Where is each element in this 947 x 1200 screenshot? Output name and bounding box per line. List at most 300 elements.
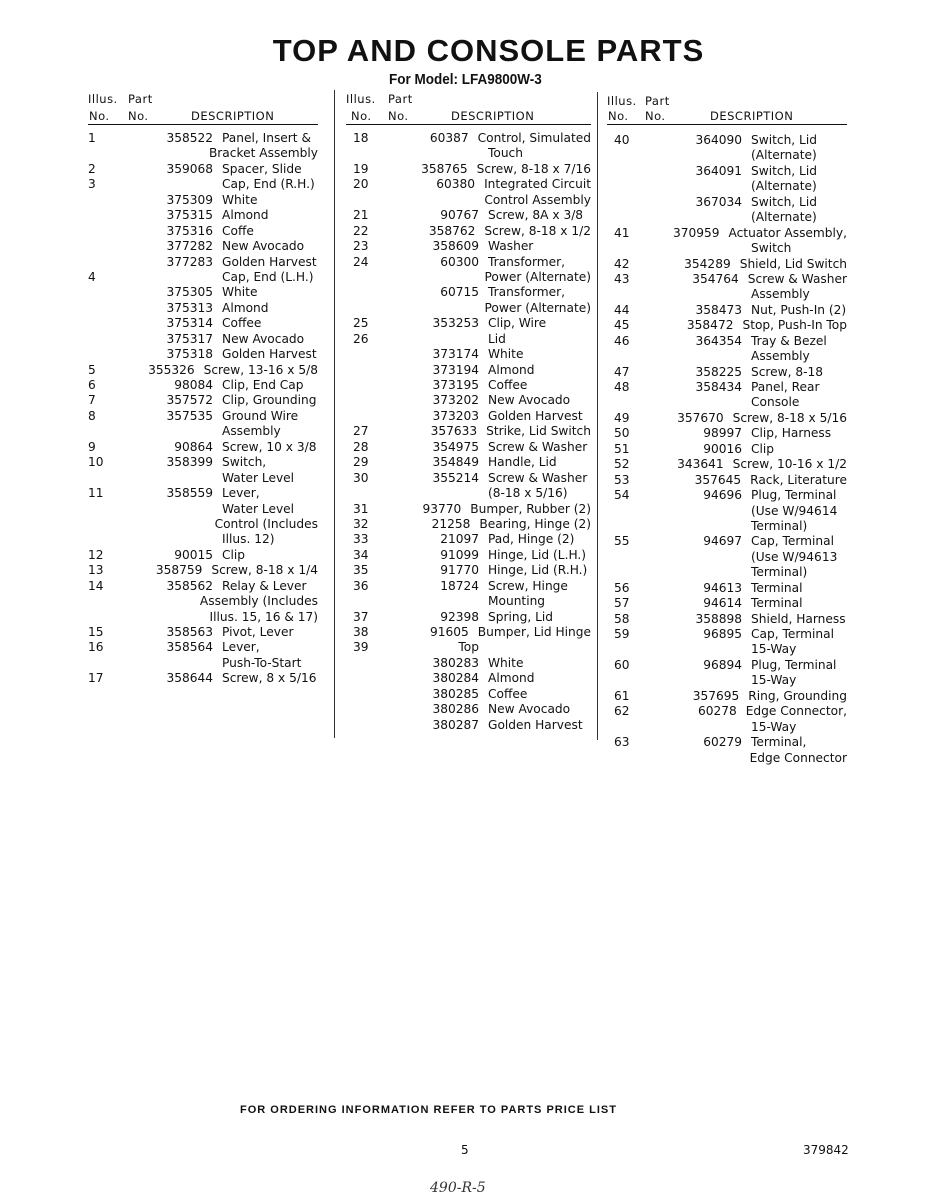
header-description: DESCRIPTION <box>451 109 535 123</box>
part-number <box>382 486 479 501</box>
illus-number: 49 <box>614 410 630 425</box>
illus-number <box>346 193 381 208</box>
parts-row <box>88 594 318 609</box>
illus-number: 27 <box>353 424 369 439</box>
illus-number <box>607 349 643 364</box>
document-number: 379842 <box>803 1143 849 1157</box>
header-illus-no: No. <box>351 109 372 123</box>
part-number: 358473 <box>695 302 742 317</box>
illus-number: 17 <box>88 671 104 686</box>
part-description: Lever, <box>222 640 260 655</box>
parts-row <box>346 378 591 393</box>
parts-row <box>346 332 591 347</box>
parts-row <box>88 640 318 655</box>
part-description: New Avocado <box>488 702 571 717</box>
part-number: 373174 <box>432 347 479 362</box>
part-description: Screw, 8-18 x 1/4 <box>211 563 318 578</box>
parts-row <box>607 303 847 318</box>
parts-column-1 <box>88 90 318 687</box>
part-number <box>381 270 475 285</box>
part-description: Bumper, Rubber (2) <box>470 501 591 516</box>
part-number <box>381 301 475 316</box>
part-number <box>122 517 206 532</box>
header-description: DESCRIPTION <box>191 109 275 123</box>
parts-row <box>607 735 847 750</box>
parts-row <box>607 133 847 148</box>
illus-number: 50 <box>614 426 630 441</box>
part-description: Lever, <box>222 486 260 501</box>
parts-row <box>607 720 847 735</box>
parts-row <box>88 255 318 270</box>
part-number <box>120 610 200 625</box>
part-description: Assembly (Includes <box>199 594 318 609</box>
parts-row <box>607 411 847 426</box>
part-description: (Alternate) <box>751 210 817 225</box>
illus-number: 58 <box>614 611 630 626</box>
parts-row <box>88 471 318 486</box>
part-description: Bumper, Lid Hinge <box>477 625 591 639</box>
illus-number <box>88 656 124 671</box>
part-description: (Alternate) <box>751 148 817 163</box>
illus-number <box>346 285 382 300</box>
parts-row <box>346 224 591 239</box>
parts-row <box>607 334 847 349</box>
part-number: 90767 <box>440 208 479 223</box>
part-description: Control, Simulated <box>477 131 591 145</box>
part-number <box>643 550 742 565</box>
part-description: Screw, Hinge <box>488 578 568 593</box>
part-description: Ground Wire <box>222 408 299 423</box>
part-number: 364091 <box>695 163 742 178</box>
parts-row <box>346 270 591 285</box>
part-description: Switch, Lid <box>751 163 817 178</box>
illus-number <box>607 179 643 194</box>
part-number: 96895 <box>703 627 742 641</box>
part-number: 91099 <box>440 547 479 562</box>
part-number <box>382 332 479 347</box>
part-description: Water Level <box>222 470 295 485</box>
parts-row <box>607 426 847 441</box>
parts-row <box>607 642 847 657</box>
illus-number: 54 <box>614 488 630 503</box>
part-number <box>382 146 479 161</box>
part-number: 380283 <box>432 655 479 670</box>
part-description: Terminal <box>751 580 803 595</box>
illus-number <box>88 471 124 486</box>
illus-number <box>88 517 122 532</box>
part-description: Screw, 13-16 x 5/8 <box>203 362 318 377</box>
parts-row <box>346 502 591 517</box>
header-illus: Illus. <box>88 92 118 106</box>
part-number: 364354 <box>695 333 742 348</box>
part-description: (Use W/94614 <box>751 503 838 518</box>
illus-number: 31 <box>353 501 369 516</box>
illus-number: 61 <box>614 688 630 703</box>
part-number: 91605 <box>429 625 469 639</box>
illus-number: 32 <box>353 516 369 531</box>
parts-row <box>607 704 847 719</box>
part-description: Assembly <box>751 349 810 364</box>
part-number: 18724 <box>440 578 479 593</box>
model-subtitle: For Model: LFA9800W-3 <box>389 71 542 88</box>
parts-row <box>88 440 318 455</box>
parts-row <box>346 687 591 702</box>
part-number: 380285 <box>432 686 479 701</box>
page-number: 5 <box>461 1143 469 1157</box>
illus-number <box>346 671 382 686</box>
part-number: 364090 <box>695 133 742 147</box>
part-description: Screw, 8 x 5/16 <box>222 671 317 686</box>
illus-number <box>346 656 382 671</box>
parts-row <box>88 131 318 146</box>
parts-row <box>346 146 591 161</box>
part-description: Cap, End (R.H.) <box>222 177 315 192</box>
part-number: 358644 <box>166 671 213 686</box>
part-description: Spring, Lid <box>488 609 553 624</box>
illus-number <box>607 751 643 766</box>
illus-number <box>88 255 124 270</box>
part-number: 343641 <box>677 457 724 472</box>
parts-row <box>607 365 847 380</box>
parts-row <box>346 455 591 470</box>
header-part: Part <box>128 92 153 106</box>
parts-row <box>346 625 591 640</box>
parts-row <box>346 702 591 717</box>
part-description: Touch <box>488 146 523 161</box>
illus-number: 5 <box>88 362 96 377</box>
parts-row <box>346 640 591 655</box>
column-header <box>346 90 591 126</box>
part-description: New Avocado <box>222 239 305 254</box>
illus-number <box>88 502 124 517</box>
part-number: 357670 <box>677 410 724 425</box>
parts-column-2 <box>346 90 591 733</box>
parts-list <box>88 126 318 687</box>
illus-number <box>346 393 382 408</box>
parts-row <box>88 656 318 671</box>
parts-row <box>88 378 318 393</box>
part-description: Tray & Bezel <box>751 333 827 348</box>
parts-row <box>88 316 318 331</box>
part-number: 60300 <box>440 254 479 269</box>
part-description: Relay & Lever <box>222 578 307 593</box>
part-description: Nut, Push-In (2) <box>751 302 847 317</box>
parts-row <box>346 208 591 223</box>
illus-number <box>88 316 124 331</box>
illus-number: 2 <box>88 161 96 176</box>
illus-number: 43 <box>614 271 630 286</box>
illus-number <box>346 718 382 733</box>
parts-row <box>346 177 591 192</box>
parts-row <box>88 285 318 300</box>
part-number: 60380 <box>436 177 476 192</box>
part-number: 90016 <box>703 441 742 456</box>
part-description: Washer <box>488 239 534 254</box>
parts-row <box>346 656 591 671</box>
parts-row <box>88 424 318 439</box>
parts-row <box>88 563 318 578</box>
part-description: Hinge, Lid (R.H.) <box>488 563 588 578</box>
illus-number: 29 <box>353 455 369 470</box>
part-number: 380284 <box>432 671 479 686</box>
part-number: 21097 <box>440 532 479 547</box>
part-number: 60387 <box>429 131 469 145</box>
part-description: Screw, 8-18 x 7/16 <box>476 161 591 176</box>
parts-row <box>607 658 847 673</box>
part-description: Lid <box>488 331 506 346</box>
part-description: Transformer, <box>488 285 566 300</box>
illus-number: 12 <box>88 547 104 562</box>
illus-number: 8 <box>88 408 96 423</box>
illus-number <box>607 504 643 519</box>
part-number <box>381 193 475 208</box>
illus-number <box>88 146 120 161</box>
illus-number <box>346 687 382 702</box>
part-description: Cap, Terminal <box>751 534 834 549</box>
part-description: Power (Alternate) <box>484 300 591 315</box>
part-description: Golden Harvest <box>222 254 317 269</box>
part-number: 96894 <box>703 657 742 672</box>
part-number: 375313 <box>166 300 213 315</box>
header-illus: Illus. <box>607 94 637 108</box>
part-number: 358562 <box>166 578 213 593</box>
part-number: 355326 <box>148 362 195 377</box>
illus-number: 4 <box>88 269 96 284</box>
parts-row <box>346 424 591 439</box>
part-number: 375314 <box>166 316 213 331</box>
illus-number <box>346 301 381 316</box>
part-number: 358225 <box>695 364 742 379</box>
part-number: 91770 <box>440 563 479 578</box>
parts-row <box>88 393 318 408</box>
illus-number <box>88 347 124 362</box>
illus-number: 14 <box>88 578 104 593</box>
part-description: 15-Way <box>751 673 797 688</box>
part-number: 375309 <box>166 192 213 207</box>
illus-number <box>607 210 643 225</box>
parts-row <box>607 504 847 519</box>
parts-row <box>346 255 591 270</box>
illus-number: 21 <box>353 208 369 223</box>
part-description: Switch, Lid <box>751 133 817 147</box>
part-number: 357645 <box>694 472 742 487</box>
header-rule <box>607 124 847 125</box>
part-description: Clip <box>751 441 775 456</box>
part-number <box>643 241 742 256</box>
parts-row <box>88 455 318 470</box>
part-description: Rack, Literature <box>750 472 847 487</box>
header-illus-no: No. <box>608 109 629 123</box>
parts-row <box>88 146 318 161</box>
illus-number: 28 <box>353 439 369 454</box>
part-number <box>643 673 742 688</box>
illus-number <box>88 332 124 347</box>
illus-number: 46 <box>614 333 630 348</box>
part-number: 92398 <box>440 609 479 624</box>
parts-row <box>607 519 847 534</box>
parts-row <box>88 363 318 378</box>
part-description: Panel, Insert & <box>222 131 311 145</box>
illus-number: 34 <box>353 547 369 562</box>
illus-number: 44 <box>614 302 630 317</box>
parts-row <box>346 594 591 609</box>
part-description: Terminal, <box>751 735 807 750</box>
part-number: 90015 <box>174 547 213 562</box>
parts-row <box>88 532 318 547</box>
parts-row <box>88 162 318 177</box>
parts-list <box>346 126 591 733</box>
part-number <box>382 594 479 609</box>
part-number <box>643 349 742 364</box>
illus-number: 9 <box>88 439 96 454</box>
parts-row <box>607 195 847 210</box>
illus-number: 22 <box>353 223 369 238</box>
parts-row <box>607 272 847 287</box>
part-description: Terminal) <box>751 518 808 533</box>
parts-row <box>607 148 847 163</box>
part-number <box>124 177 213 192</box>
part-description: Clip, Wire <box>488 316 547 331</box>
illus-number: 15 <box>88 625 104 639</box>
parts-row <box>346 563 591 578</box>
parts-row <box>607 550 847 565</box>
part-description: Screw & Washer <box>488 470 588 485</box>
illus-number: 52 <box>614 457 630 472</box>
illus-number <box>346 486 382 501</box>
part-number: 358564 <box>166 640 213 655</box>
header-illus: Illus. <box>346 92 376 106</box>
parts-row <box>88 239 318 254</box>
part-number: 60278 <box>697 704 737 719</box>
part-description: Terminal <box>751 596 803 611</box>
parts-row <box>346 532 591 547</box>
part-description: Screw, 8-18 x 1/2 <box>484 223 591 238</box>
part-number: 60279 <box>703 735 742 750</box>
illus-number <box>346 146 382 161</box>
part-number <box>120 146 200 161</box>
parts-row <box>607 380 847 395</box>
part-description: Almond <box>222 208 269 223</box>
parts-row <box>88 224 318 239</box>
parts-row <box>88 517 318 532</box>
part-number: 377282 <box>166 239 213 254</box>
parts-row <box>88 347 318 362</box>
illus-number <box>346 378 382 393</box>
illus-number <box>346 594 382 609</box>
part-description: 15-Way <box>751 642 797 657</box>
parts-row <box>346 517 591 532</box>
parts-row <box>346 393 591 408</box>
illus-number: 37 <box>353 609 369 624</box>
illus-number: 62 <box>614 704 630 719</box>
part-description: Switch, <box>222 455 267 470</box>
illus-number: 35 <box>353 563 369 578</box>
parts-row <box>607 534 847 549</box>
illus-number <box>607 642 643 657</box>
parts-row <box>88 332 318 347</box>
part-number <box>124 502 213 517</box>
illus-number <box>607 673 643 688</box>
part-description: Illus. 15, 16 & 17) <box>209 609 318 624</box>
parts-row <box>346 409 591 424</box>
part-number: 373202 <box>432 393 479 408</box>
part-description: Pivot, Lever <box>222 625 294 639</box>
part-description: Screw, 8-18 <box>751 364 824 379</box>
part-description: (8-18 x 5/16) <box>488 486 568 501</box>
parts-row <box>607 565 847 580</box>
part-number: 94614 <box>703 596 742 611</box>
part-number: 377283 <box>166 254 213 269</box>
illus-number: 59 <box>614 627 630 641</box>
parts-row <box>607 627 847 642</box>
part-description: Coffee <box>488 686 528 701</box>
part-description: Assembly <box>751 287 810 302</box>
illus-number: 1 <box>88 131 96 145</box>
part-number <box>643 287 742 302</box>
handwritten-note: 490-R-5 <box>430 1180 486 1196</box>
part-description: Console <box>751 395 800 410</box>
part-number: 358898 <box>695 611 742 626</box>
part-description: Pad, Hinge (2) <box>488 532 575 547</box>
part-description: Strike, Lid Switch <box>486 424 591 439</box>
parts-row <box>346 131 591 146</box>
part-description: Water Level <box>222 501 295 516</box>
part-description: Integrated Circuit <box>484 177 591 192</box>
part-number <box>124 424 213 439</box>
part-description: Bracket Assembly <box>208 146 318 161</box>
parts-row <box>88 208 318 223</box>
part-number <box>124 270 213 285</box>
illus-number <box>88 193 124 208</box>
parts-row <box>88 625 318 640</box>
part-description: Control (Includes <box>214 516 318 531</box>
part-number: 354849 <box>432 455 479 470</box>
illus-number: 39 <box>353 640 369 655</box>
illus-number <box>88 208 124 223</box>
illus-number <box>607 565 643 580</box>
illus-number <box>346 702 382 717</box>
part-description: Screw, 8A x 3/8 <box>488 208 584 223</box>
part-description: Push-To-Start <box>222 655 302 670</box>
illus-number <box>346 409 382 424</box>
illus-number: 18 <box>353 131 369 145</box>
part-description: Illus. 12) <box>222 532 275 547</box>
illus-number: 11 <box>88 486 104 501</box>
parts-row <box>88 610 318 625</box>
part-number: 367034 <box>695 194 742 209</box>
part-number: 373195 <box>432 378 479 392</box>
part-number: 354764 <box>692 271 739 286</box>
part-number: 355214 <box>432 470 479 485</box>
header-part: Part <box>388 92 413 106</box>
part-number: 375318 <box>166 347 213 362</box>
illus-number: 55 <box>614 534 630 549</box>
part-description: Clip, Harness <box>751 426 832 441</box>
part-number: 370959 <box>672 225 720 240</box>
parts-row <box>88 486 318 501</box>
part-description: Golden Harvest <box>488 408 583 423</box>
part-description: Cap, End (L.H.) <box>222 269 314 284</box>
part-number: 358434 <box>695 380 742 394</box>
header-illus-no: No. <box>89 109 110 123</box>
part-description: Plug, Terminal <box>751 488 837 503</box>
part-description: Switch, Lid <box>751 194 817 209</box>
illus-number <box>88 285 124 300</box>
part-number <box>124 471 213 486</box>
parts-row <box>607 349 847 364</box>
header-part-no: No. <box>645 109 666 123</box>
part-description: Actuator Assembly, <box>728 225 847 240</box>
